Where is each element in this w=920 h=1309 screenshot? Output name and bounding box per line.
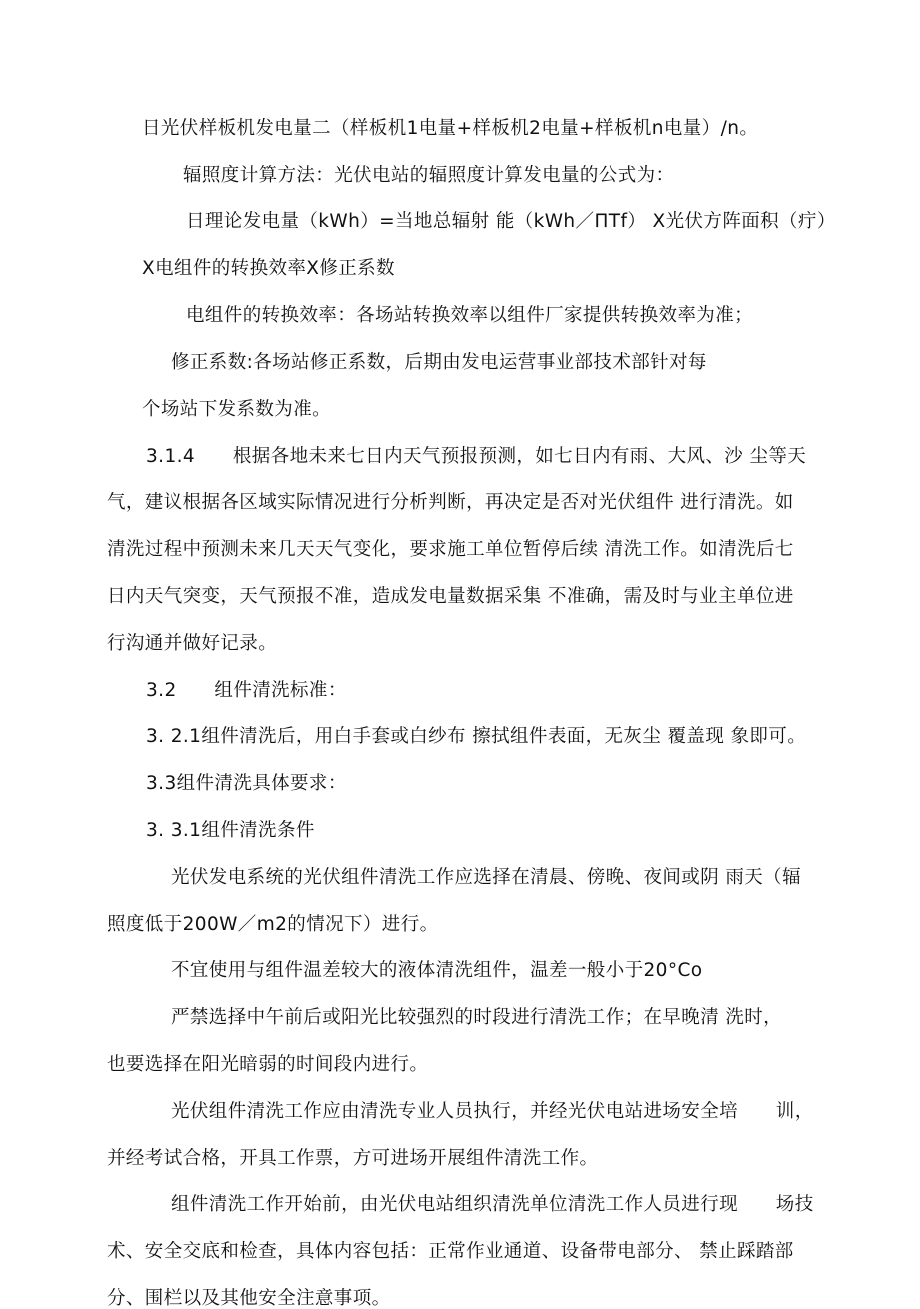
text-line: 气，建议根据各区域实际情况进行分析判断，再决定是否对光伏组件 进行清洗。如 (107, 492, 794, 513)
text-line: 术、安全交底和检查，具体内容包括：正常作业通道、设备带电部分、 禁止踩踏部 (107, 1241, 794, 1262)
text-line: 光伏发电系统的光伏组件清洗工作应选择在清晨、傍晚、夜间或阴 雨天（辐 (171, 867, 801, 888)
text-line: 日光伏样板机发电量二（样板机1电量+样板机2电量+样板机n电量）/n。 (142, 118, 759, 139)
text-line: 修正系数:各场站修正系数，后期由发电运营事业部技术部针对每 (171, 352, 707, 373)
text-line: 行沟通并做好记录。 (107, 633, 278, 654)
text-line: 组件清洗工作开始前，由光伏电站组织清洗单位清洗工作人员进行现 场技 (171, 1194, 814, 1215)
text-line: 3.2 组件清洗标准： (146, 680, 347, 701)
text-line: 3. 2.1组件清洗后，用白手套或白纱布 擦拭组件表面，无灰尘 覆盖现 象即可。 (146, 726, 807, 747)
text-line: 光伏组件清洗工作应由清洗专业人员执行，并经光伏电站进场安全培 训， (171, 1101, 814, 1122)
text-line: 也要选择在阳光暗弱的时间段内进行。 (107, 1054, 429, 1075)
text-line: 照度低于200W／m2的情况下）进行。 (107, 914, 439, 935)
text-line: 3.3组件清洗具体要求： (146, 773, 347, 794)
text-line: 并经考试合格，开具工作票，方可进场开展组件清洗工作。 (107, 1148, 599, 1169)
text-line: 不宜使用与组件温差较大的液体清洗组件，温差一般小于20°Co (171, 960, 703, 981)
text-line: 个场站下发系数为准。 (142, 399, 332, 420)
text-line: 清洗过程中预测未来几天天气变化，要求施工单位暂停后续 清洗工作。如清洗后七 (107, 539, 794, 560)
text-line: 分、围栏以及其他安全注意事项。 (107, 1288, 391, 1309)
text-line: 辐照度计算方法：光伏电站的辐照度计算发电量的公式为： (183, 165, 675, 186)
text-line: 日理论发电量（kWh）=当地总辐射 能（kWh／ΠTf） X光伏方阵面积（疔） (186, 211, 836, 232)
text-line: 日内天气突变，天气预报不准，造成发电量数据采集 不准确，需及时与业主单位进 (107, 586, 794, 607)
text-line: 电组件的转换效率：各场站转换效率以组件厂家提供转换效率为准； (186, 305, 754, 326)
text-line: X电组件的转换效率X修正系数 (142, 258, 395, 279)
text-line: 严禁选择中午前后或阳光比较强烈的时段进行清洗工作；在早晚清 洗时， (171, 1007, 783, 1028)
text-line: 3.1.4 根据各地未来七日内天气预报预测，如七日内有雨、大风、沙 尘等天 (146, 446, 807, 467)
text-line: 3. 3.1组件清洗条件 (146, 820, 315, 841)
